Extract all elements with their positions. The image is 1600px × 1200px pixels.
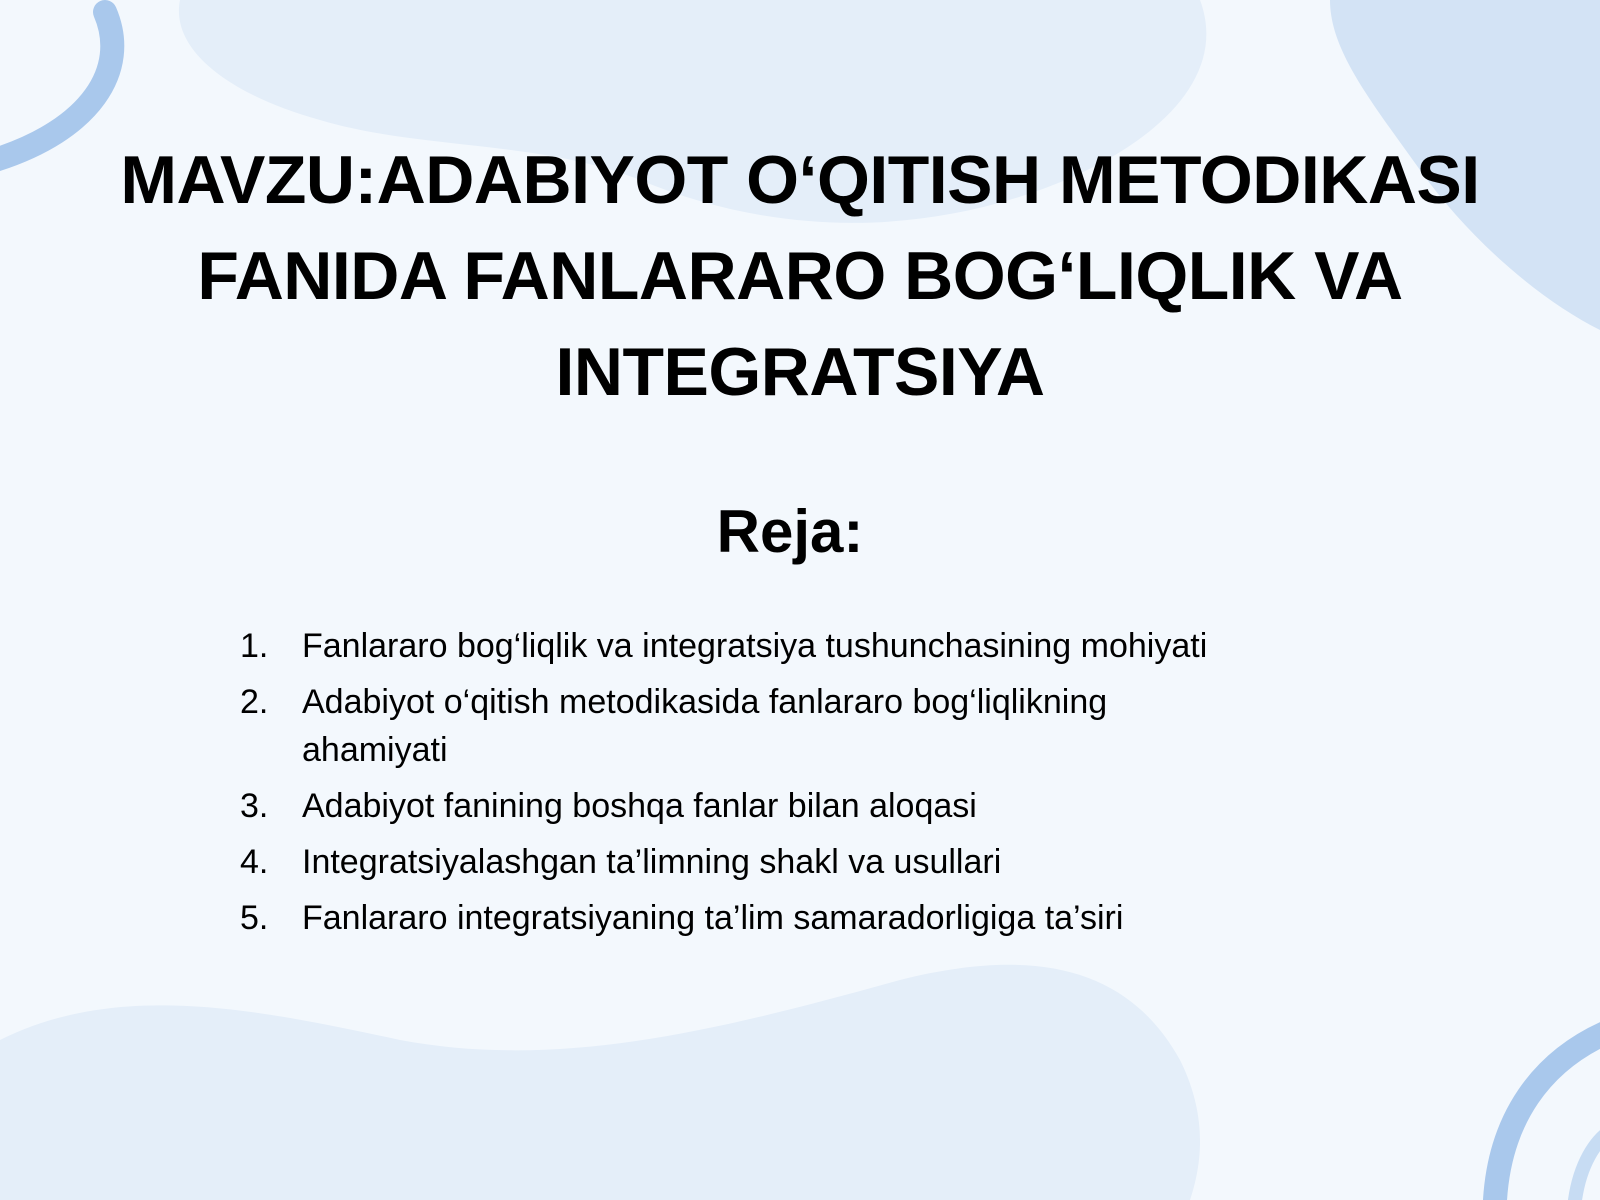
list-item-number: 1. — [240, 627, 269, 665]
agenda-list — [240, 622, 1340, 950]
title-line-3: INTEGRATSIYA — [555, 334, 1045, 410]
list-item-text: Adabiyot fanining boshqa fanlar bilan aloqasi — [302, 787, 977, 825]
list-item — [240, 894, 1340, 942]
list-item-number: 4. — [240, 843, 269, 881]
list-item — [240, 622, 1340, 670]
list-item-number: 2. — [240, 683, 269, 721]
background-blob-bottom — [0, 965, 1200, 1200]
list-item — [240, 678, 1340, 774]
list-item-text: Fanlararo integratsiyaning ta’lim samaradorligiga ta’siri — [302, 899, 1124, 937]
list-item — [240, 838, 1340, 886]
title-line-2: FANIDA FANLARARO BOG‘LIQLIK VA — [197, 238, 1403, 314]
plan-heading: Reja: — [716, 498, 864, 565]
title-line-1: MAVZU:ADABIYOT O‘QITISH METODIKASI — [120, 142, 1480, 218]
slide-title — [60, 132, 1540, 420]
list-item-number: 3. — [240, 787, 269, 825]
list-item-text: Fanlararo bog‘liqlik va integratsiya tushunchasining mohiyati — [302, 627, 1208, 665]
list-item-number: 5. — [240, 899, 269, 937]
list-item-text: Adabiyot o‘qitish metodikasida fanlararo bog‘liqlikning ahamiyati — [302, 683, 1108, 769]
decorative-arc-bottom-right-inner — [1575, 1130, 1600, 1200]
list-item-text: Integratsiyalashgan ta’limning shakl va usullari — [302, 843, 1002, 881]
list-item — [240, 782, 1340, 830]
